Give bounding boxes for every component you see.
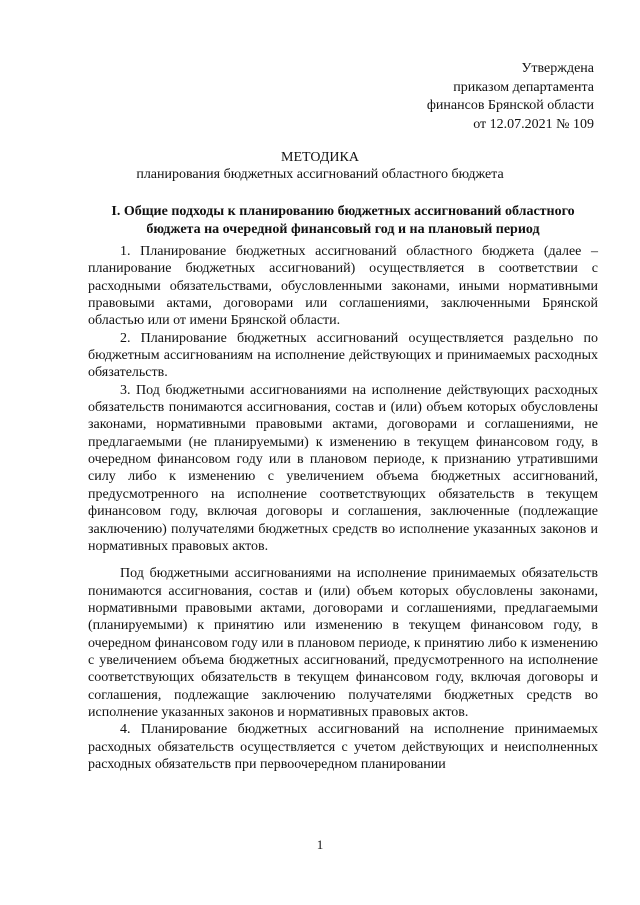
document-subtitle: планирования бюджетных ассигнований областного бюджета — [136, 167, 504, 182]
paragraph-2: 2. Планирование бюджетных ассигнований осуществляется раздельно по бюджетным ассигнованиям на исполнение действующих и принимаемых расходных обязательств. — [88, 330, 598, 381]
approval-date-number: от 12.07.2021 № 109 — [473, 116, 594, 132]
paragraph-4: 4. Планирование бюджетных ассигнований на исполнение принимаемых расходных обязательств осуществляется с учетом действующих и неисполненных расходных обязательств при первоочередном планировании — [88, 722, 598, 772]
approval-line: приказом департамента — [453, 79, 594, 95]
document-title: МЕТОДИКА — [281, 150, 359, 165]
paragraph-1: 1. Планирование бюджетных ассигнований областного бюджета (далее – планирование бюджетных ассигнований) осуществляется в соответствии с расходными обязательствами, обусловленными законами, иными нормативными правовыми актами, договорами или соглашениями, заключенными Брянской областью или от имени Брянской области. — [88, 244, 598, 329]
paragraph-3-continued: Под бюджетными ассигнованиями на исполнение принимаемых обязательств понимаются ассигнования, состав и (или) объем которых обусловлены законами, нормативными правовыми актами, договорами и соглашениями, предлагаемыми (планируемыми) к принятию или изменению в текущем финансовом году, в очередном финансовом году или в плановом периоде, к принятию либо к изменению с увеличением объема бюджетных ассигнований, предусмотренного на исполнение соответствующих обязательств в текущем финансовом году, включая договоры и соглашения, подлежащие заключению получателями бюджетных средств во исполнение указанных законов и нормативных правовых актов. — [88, 566, 598, 720]
approval-line: Утверждена — [521, 61, 594, 76]
approval-block — [427, 60, 594, 134]
body-text — [88, 243, 598, 773]
page-number: 1 — [316, 837, 324, 852]
section-heading: I. Общие подходы к планированию бюджетных ассигнований областного бюджета на очередной финансовый год и на плановый период — [111, 204, 575, 237]
paragraph-3: 3. Под бюджетными ассигнованиями на исполнение действующих расходных обязательств понимаются ассигнования, состав и (или) объем которых обусловлены законами, нормативными правовыми актами, договорами и соглашениями, не предлагаемыми (не планируемыми) к изменению в текущем финансовом году, в очередном финансовом году или в плановом периоде, к признанию утратившими силу либо к изменению с увеличением объема бюджетных ассигнований, предусмотренного на исполнение соответствующих обязательств в текущем финансовом году, включая договоры и соглашения, заключенные (подлежащие заключению) получателями бюджетных средств во исполнение указанных законов и нормативных правовых актов. — [88, 382, 598, 554]
approval-line: финансов Брянской области — [426, 98, 594, 113]
